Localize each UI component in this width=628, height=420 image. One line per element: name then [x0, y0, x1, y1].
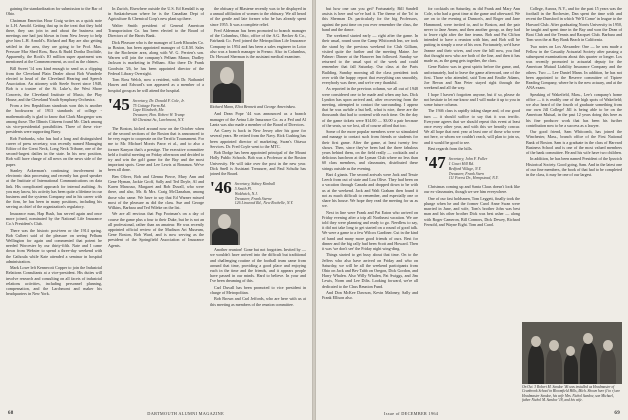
article-paragraph: In addition, he has been named President of the Ipswich Historical Society. Good going, Sam. And in the latest one of our fine members, the book of that had to be completed in the class, it may be one of our largest.: [526, 156, 622, 178]
article-paragraph: Things started to get busy about that time. On to the Jeffers who also have arrived on Friday and who on Saturday, we will be all the weekend participants from Ohio on Jack and Bev Tabb on Oregon, Dick Gordon, and Harry Whalen. Also Willy Whalen, Pat Swiggs, and Jim Lewis, Norm and Lee Dilts. Looking forward, we're all dedicated to the Class Reunion Fund.: [322, 252, 418, 289]
article-paragraph: Mark Lowe left Kennecott Copper to join the Industrial Relations Consultants at a vice-president. His duties will involve research and consulting on all facets of industrial relations activities, including personnel planning, compensation, and the Larchmont and maker his headquarters in New York.: [6, 265, 102, 297]
article-paragraph: Speaking of Wakefield, Mass., Lee's company's home office — it is readily one of the high spots of Wakefield; we also heard of the fourth of graduate something from our own Jill College! Jill is being able to be on the American Mutual, in the past 12 years doing this here as his fine producer work that has been his further contribution now to be a success as a lawyer.: [526, 91, 622, 128]
article-paragraph: Bill Sweet '14 was kind enough to send us a clipping from the Cleveland Plain Dealer about Bob Wunderle elected to head of the Cleveland Hearing and Speech Association. An attorney with Steele Sweet since 1948, Bob is a trustee of the St. Luke's, the West Shore Concerts, the Cleveland Institute of Music, the Play House, and the Cleveland Youth Symphony Orchestra.: [6, 65, 102, 102]
article-paragraph: Our good friend, Sam Whitcomb, has joined the Winchester, Mass., branch office of the First National Bank of Boston. Sam is a graduate in the class of Harvard Business School and is one of the most valued members of the bank committee. He and his wife have two children.: [526, 129, 622, 156]
right-column-1: [322, 6, 418, 302]
left-column-3: [210, 6, 306, 308]
left-column-1: [6, 6, 102, 298]
right-column-2: [424, 6, 520, 228]
installation-caption: On Oct. 3 Robert M. Sandoe '46 was installed as Headmaster of Cranbrook School in Bloomfield Hills, Mich. Shown here (l to r) are Headmaster Sandoe, his wife Mrs. Nichol Sandoe, son Michael, father Nichol M. Sandoe '18, and his wife.: [522, 385, 621, 402]
article-paragraph: Walter Smith president of General American Transportation Co. has been elected to the Board of Directors of the Harris Bank.: [108, 22, 204, 39]
class-47-officers: Secretary, John F. Fuller 1 Court Hill Rd. Bedford Village, N.Y. Treasurer, Frank Stern 111 Forest Dr., Hempstead, N.Y.: [448, 157, 499, 181]
portrait-caption: Richard Mann, Eliot Bennett and George Amerinkaw.: [210, 104, 296, 110]
magazine-title-footer: DARTMOUTH ALUMNI MAGAZINE: [147, 411, 224, 416]
article-paragraph: Insurance man, Hap Bush, has served again and once more joined, nominated by the National Life Insurance Co.'s President's Club.: [6, 210, 102, 227]
article-paragraph: Bob Brown and Carl Jeffords, who are here with us at this meeting as members of the reunion committee.: [210, 296, 306, 307]
article-paragraph: Bart 4 giants. The second arrivals were Jack and Tessie Leech from out of state and Lou Olive. They had been on a vacation through Canada and dropped down to be with us at the weekend. Jack and Walt Graham then found it not as much difficult to remember, and especially one or share his house. We hope they read the meeting for us as we.: [322, 172, 418, 209]
article-paragraph: We are all envious that Pap Footman's on a day of course the game plus a four to their Duke, but he is not an all professional, rather than an amateur. He was recently appointed official review of the Madison Art Museum, Gene Boston, Bob Ward, and is now serving as the president of the Springfield Association of Insurance Agents.: [108, 211, 204, 248]
class-year-45: '45: [108, 94, 130, 114]
class-year-47: '47: [424, 153, 446, 173]
article-paragraph: Art Carey is back in New Jersey after his gone for several years. He retired from the Navy. Rick Cushing has been appointed director of marketing, Swan's Ottawa Services. Dr. Fred Coyle went to the MTC.: [210, 128, 306, 149]
left-page-footer: [8, 411, 304, 416]
article-paragraph: There was the historic post-teen or the 1914 spring. Bob Culbert said of the pleasure on seeing Pelham Wellington for again and commented that potent he needed Worcester by our thirty-fifth. Nate and I came down from Webster to spend a three-day weekend with the Cathoula while Kate attended a seminar in hospital administration.: [6, 227, 102, 264]
article-paragraph: From a few Republican standouts won this is another the bookworm of 1913 standards of college - mathematically is glad to know that Clark Macgregor was among those. The Illinois Citizens found Mr. Clark among six vice-presidential possibilities. Three of these vice-presidents were supporting Barry.: [6, 103, 102, 135]
article-paragraph: gaining the standardization for submission to the Bar of Ohio.: [6, 6, 102, 17]
article-paragraph: One of our fast holdsmen, Tom Leggett, finally took the plunge when he and the former Carol Anne Swan were married in June, and wife, Tom's brother John was best man and his other brother Dick was best usher — along with Roger Cameron, Bill Connors, Dick Dewey, Richard Fernold, and Wayne Eight. Tom and Carol.: [424, 195, 520, 227]
article-paragraph: Some of the more popular members were so stimulated and manage to contact such from friends or students for their first game. After the game, at least twenty few shows. Then, since they've been had the three fabulous years behind them, on the field really — cocktails and a delicious luncheon at the Lyman Club where no less than 60 class members, and classmates, distributed these strings outside as the evening.: [322, 129, 418, 171]
right-column-3: [526, 6, 622, 324]
article-paragraph: Gene Bulow was in great spirits before the game, and, unfortunately, had to leave the game afterward, one of the first. Those who attended, said Tom and Emilie Adams, Joe Bevan and Nan Peter stayed right through the weekend and all the way.: [424, 64, 520, 91]
right-page-footer: [324, 411, 620, 416]
right-page: [316, 0, 628, 420]
article-paragraph: In Zurich, Elsewhere outside the U.S. Ed Kendall is up in Saskatchewan where he is the Canadian Dept of Agriculture & Chemical Corp's new plant up there.: [108, 6, 204, 22]
article-paragraph: I hope I haven't forgotten anyone, but if so, please do not hesitate to let me know and I will make it up to you in some future column.: [424, 91, 520, 108]
article-paragraph: Another reunion! Gone but not forgotten. Invited by — we wouldn't have arrived into the difficult but traditional and challenging routine of the football team came from around that time, providing a good place and enjoying each in the time and the friends, and it appears people have passed in our minds. Hard to believe. In your and I've been dreaming of this.: [210, 247, 306, 284]
article-paragraph: Fred Alderman has been promoted to branch manager of the Columbus, Ohio, office of the A.G. Becker & Co., Fairbank Co. Fred joined the Metropolitan Life Insurance Company in 1954 and has been a sales engineer in Lotor also was a branch manager in Fresno. Also in Columbus, Dr. Howard Sherman is the assistant medical examiner.: [210, 28, 306, 60]
article-paragraph: And Dean Pope '44 was announced as a branch manager of the Aetna Life Insurance Co. as a Fed and Al Lantz was also made a member of the Board of Directors.: [210, 111, 306, 127]
article-paragraph: The weekend started early — right after the game. In their usual, round soon the Camp Whitcomb Inn, we took the stand by the previous weekend for Club Gilliam, visited quite the further and the meeting Maine. Joe Palmer: Dinner at the Hanover Inn followed. Sunday we returned to the usual spot of the week and could remember that fall Saturday. Our class at the Parts Building. Sunday morning all the class president took over with the happy report that everything ran smoothly, everybody was there, and we're very thankful.: [322, 33, 418, 86]
alumni-portrait-block: [210, 61, 306, 103]
page-number-right: 69: [614, 411, 620, 416]
article-paragraph: but how one can you get? Fortunately, Bill Sandell assists is here and we've had it. The theme of the 'In' in this Sherman Dr. particularly for the big Professors, against the past time on you ever remember the class, the band and the dance.: [322, 6, 418, 32]
class-46-officers: Secretary, Sidney Kimball 5 Smith Pl. Waldwick, N.J. Treasurer, Frank Sterne 126 Linwood Rd., New Rochelle, N.Y.: [234, 182, 294, 206]
page-number-left: 68: [8, 411, 14, 416]
article-paragraph: Next in line were Frank and Pat Eaton who arrived on Friday evening after a trip all Northeast vacation. We are told they were planning and ready to go. Needless to say, it did not take long to get started on a round of good talk. We were a game to a few Wilcox Gardiner. Cut in the kind of band and many more good friends of ours. Best for dinner and the big rally had been Scott and Howard. Then it was 'we don't see' the Friday night wing-ding.: [322, 209, 418, 252]
class-46-heading: [210, 180, 306, 206]
left-page: [0, 0, 312, 420]
left-column-2: [108, 6, 204, 249]
article-paragraph: Best regards from the hills.: [428, 146, 473, 152]
article-paragraph: for cocktails on Saturday, as did Frank and Mary Ann Cole, who had a great time at the game and afterward. We are on to the evening at Dunson's, and Roger and Jane Hammond, were invited to, and to Boston, and the pair never to Jane Amen, and then another group, as they had to leave right after the fine teams. Bob and Pat Clifton intended to have a reunion with him, and Bob will be putting in simply a rose of his own. Fortunately, we'd have Jeanne and their wives, and over the hill now, you find that thought now who are both of the line, and then it has made us, as the gang gets together, the class.: [424, 6, 520, 64]
article-paragraph: Ben Oliver, Bob and Glenna Pierce, Mary Ann and Gene Hyman, Jackie Groff, Sally and Ted Doyle, Al and Karen Mancuso, Margaret and Bob Duvall, who were there, and also, Mr. & Mrs. Craig McClanahan, among those who came. We have to say that Ed Warner missed most of the pleasure as did the class. Sue and George Wilkins, Barbara and Ted Wileke on the list.: [108, 173, 204, 211]
class-45-officers: Secretary, Dr. Donald F. Cole, Jr. 75 Cottage Farm Rd. Cape Elizabeth, Me. Treasurer, Hon. Robert W. Trump 60 Chestnut Av., Larchmont, N.Y.: [132, 98, 185, 122]
article-paragraph: Rob Fairbanks, who has had a long and distinguished career of press secretary, was recently named Managing Editor of the Great Neck, Long Neck Tribune, one of the second-largest dailies in the state. In his new position, Rob will have charge of all news on the news side of the paper.: [6, 135, 102, 167]
article-paragraph: Carl Duvall has been promoted to vice president in charge of Metropolitan.: [210, 284, 306, 295]
article-paragraph: Chairman Emeritus Hour Craig writes us a quick note to L.H. Arnold. Getting that up in the treat that they hold there, they can join in and about the business and meetings one had just blown in from New Jersey to help give him L.H. Arnold's. Richard and Ray are also getting settled in the area, they are going to be Prof. Max. Pressure Mar Shed Ross, Russ & Budd Dortha Doolittle, Apparently, the Rock's IO million super apartment was mentioned at the Commencement, as cool as the chimes.: [6, 17, 102, 65]
article-paragraph: College, Aurora, N.Y., and for the past 15 years was the football in the Rochester, Dan spent the time with and recent the Dunsford in which 'We'll Come' in league to the Harvard Club. After graduating Norris University in 1950, he taught and spent time in the Bay and won the Dean of Boat Club and the Tennis and Racquet Club. Barbara and Tom won the at Bay Bank Beach in California.: [526, 6, 622, 43]
article-paragraph: Tom Ross Welch, now a resident, with Dr. Nathaniel Hawes and Edward's son appeared as a member of a hospital group as he will attend the hospital.: [108, 77, 204, 93]
article-paragraph: Two notes on Los Alexander: One — he was made a Fellow in the Casualty Actuarial Society after passing a subsequent examinations about this quarter or longer. Los was recently promoted to actuarial deputy for the American Mutual Liability Insurance Company and the others. Two — Lee Daniel Mann. In addition, he has not been appointed to the Reserve committee of Tiptree Reading Company, where he is the new actuary, and at the ANA exam.: [526, 43, 622, 91]
article-paragraph: the obituary of Blastene recently was to be displayed in a annual affiliation of women to the obituary. We all heard of the gentle and late former who he has already spent since 1955. It was a complete relief.: [210, 6, 306, 27]
article-paragraph: And Don McKee Dawson, Kevin Maloney, Sally and Frank Ellison also.: [322, 290, 418, 301]
issue-date-footer: Issue of DECEMBER 1964: [384, 411, 439, 416]
article-paragraph: Dick Pleasure who is the manager of Loeb Rhoades Co. in Boston, has been appointed manager of G.E.M. Sales for the Rochester area, along with W. G. Perrien's son. Warren will join the company's Pelham Manor, Dudley Jackson is marketing in Pelham. Also there Dr Frank Goodwin '26, he has been appointed director of the Federal Library Oversight.: [108, 39, 204, 76]
article-paragraph: Bob Dodge has been appointed principal of the Mount Holly Public Schools. Bob was a Professor at the Boston University. He will take over the post in the new year. Dick Snell is Assistant Treasurer, and Paul Schultz has joined the Board.: [210, 150, 306, 176]
class-47-heading: [424, 155, 520, 181]
article-paragraph: The 1946 class is rapidly taking shape and, of our good turn — it should suffice to say that it was terrific. Everyone agrees that we should repeat this event at least once every other year, and with this we heartily concur. We all hope that next year at least one of those who were not here, or whom we couldn't reach, will plan to join us, and it would be good to see.: [424, 108, 520, 145]
article-paragraph: Stanley Ackerman's continuing involvement in electronic data processing and recently has good speaker at the Institute of International Communications on data link. His complicated approach for internal auditing. As you may know, his activity has been quite a lifetime in our business and the systems Company and in his career with the firm, he has been in many positions, including his serving as chief of the organization's regulatory.: [6, 168, 102, 210]
article-paragraph: Christmas coming up and Santa Claus doesn't look like our ex-classmates, though we see him everywhere.: [424, 184, 520, 195]
class-45-heading: [108, 94, 204, 123]
article-paragraph: The Boston, kicked around now on the October when of the second sections of the Boston that is announced to be very eager to cooperate on the Terrific Tournament. For me to Mr. Michael Morris Paror et al., and to also a former Kanyon that's a prestige. The executive committee held a fruitful meeting on Friday afternoon and decided to try and win the golf game for the Bay and the most important spots. Gene and Lee Lewis at Bonanza. We've been all done.: [108, 125, 204, 173]
class-46-portrait-photo: [210, 209, 240, 245]
alumni-portrait-photo: [210, 61, 244, 103]
class-year-46: '46: [210, 178, 232, 198]
headmaster-installation-photo: [522, 322, 622, 384]
article-paragraph: As reported in the previous column, we all out of 1948 were considered one to be made and when any has. Dick Lyndon has upon arrived and, after recovering from the meeting, attempted to contact the surrounding. I appear that he was awhile a but bell, what is nice, there are the thousands that had to contend with each time. On the day of the game tickets were $14.00 — $3.00 a pair because of the seats, so we lost, all of course afford that too.: [322, 86, 418, 128]
